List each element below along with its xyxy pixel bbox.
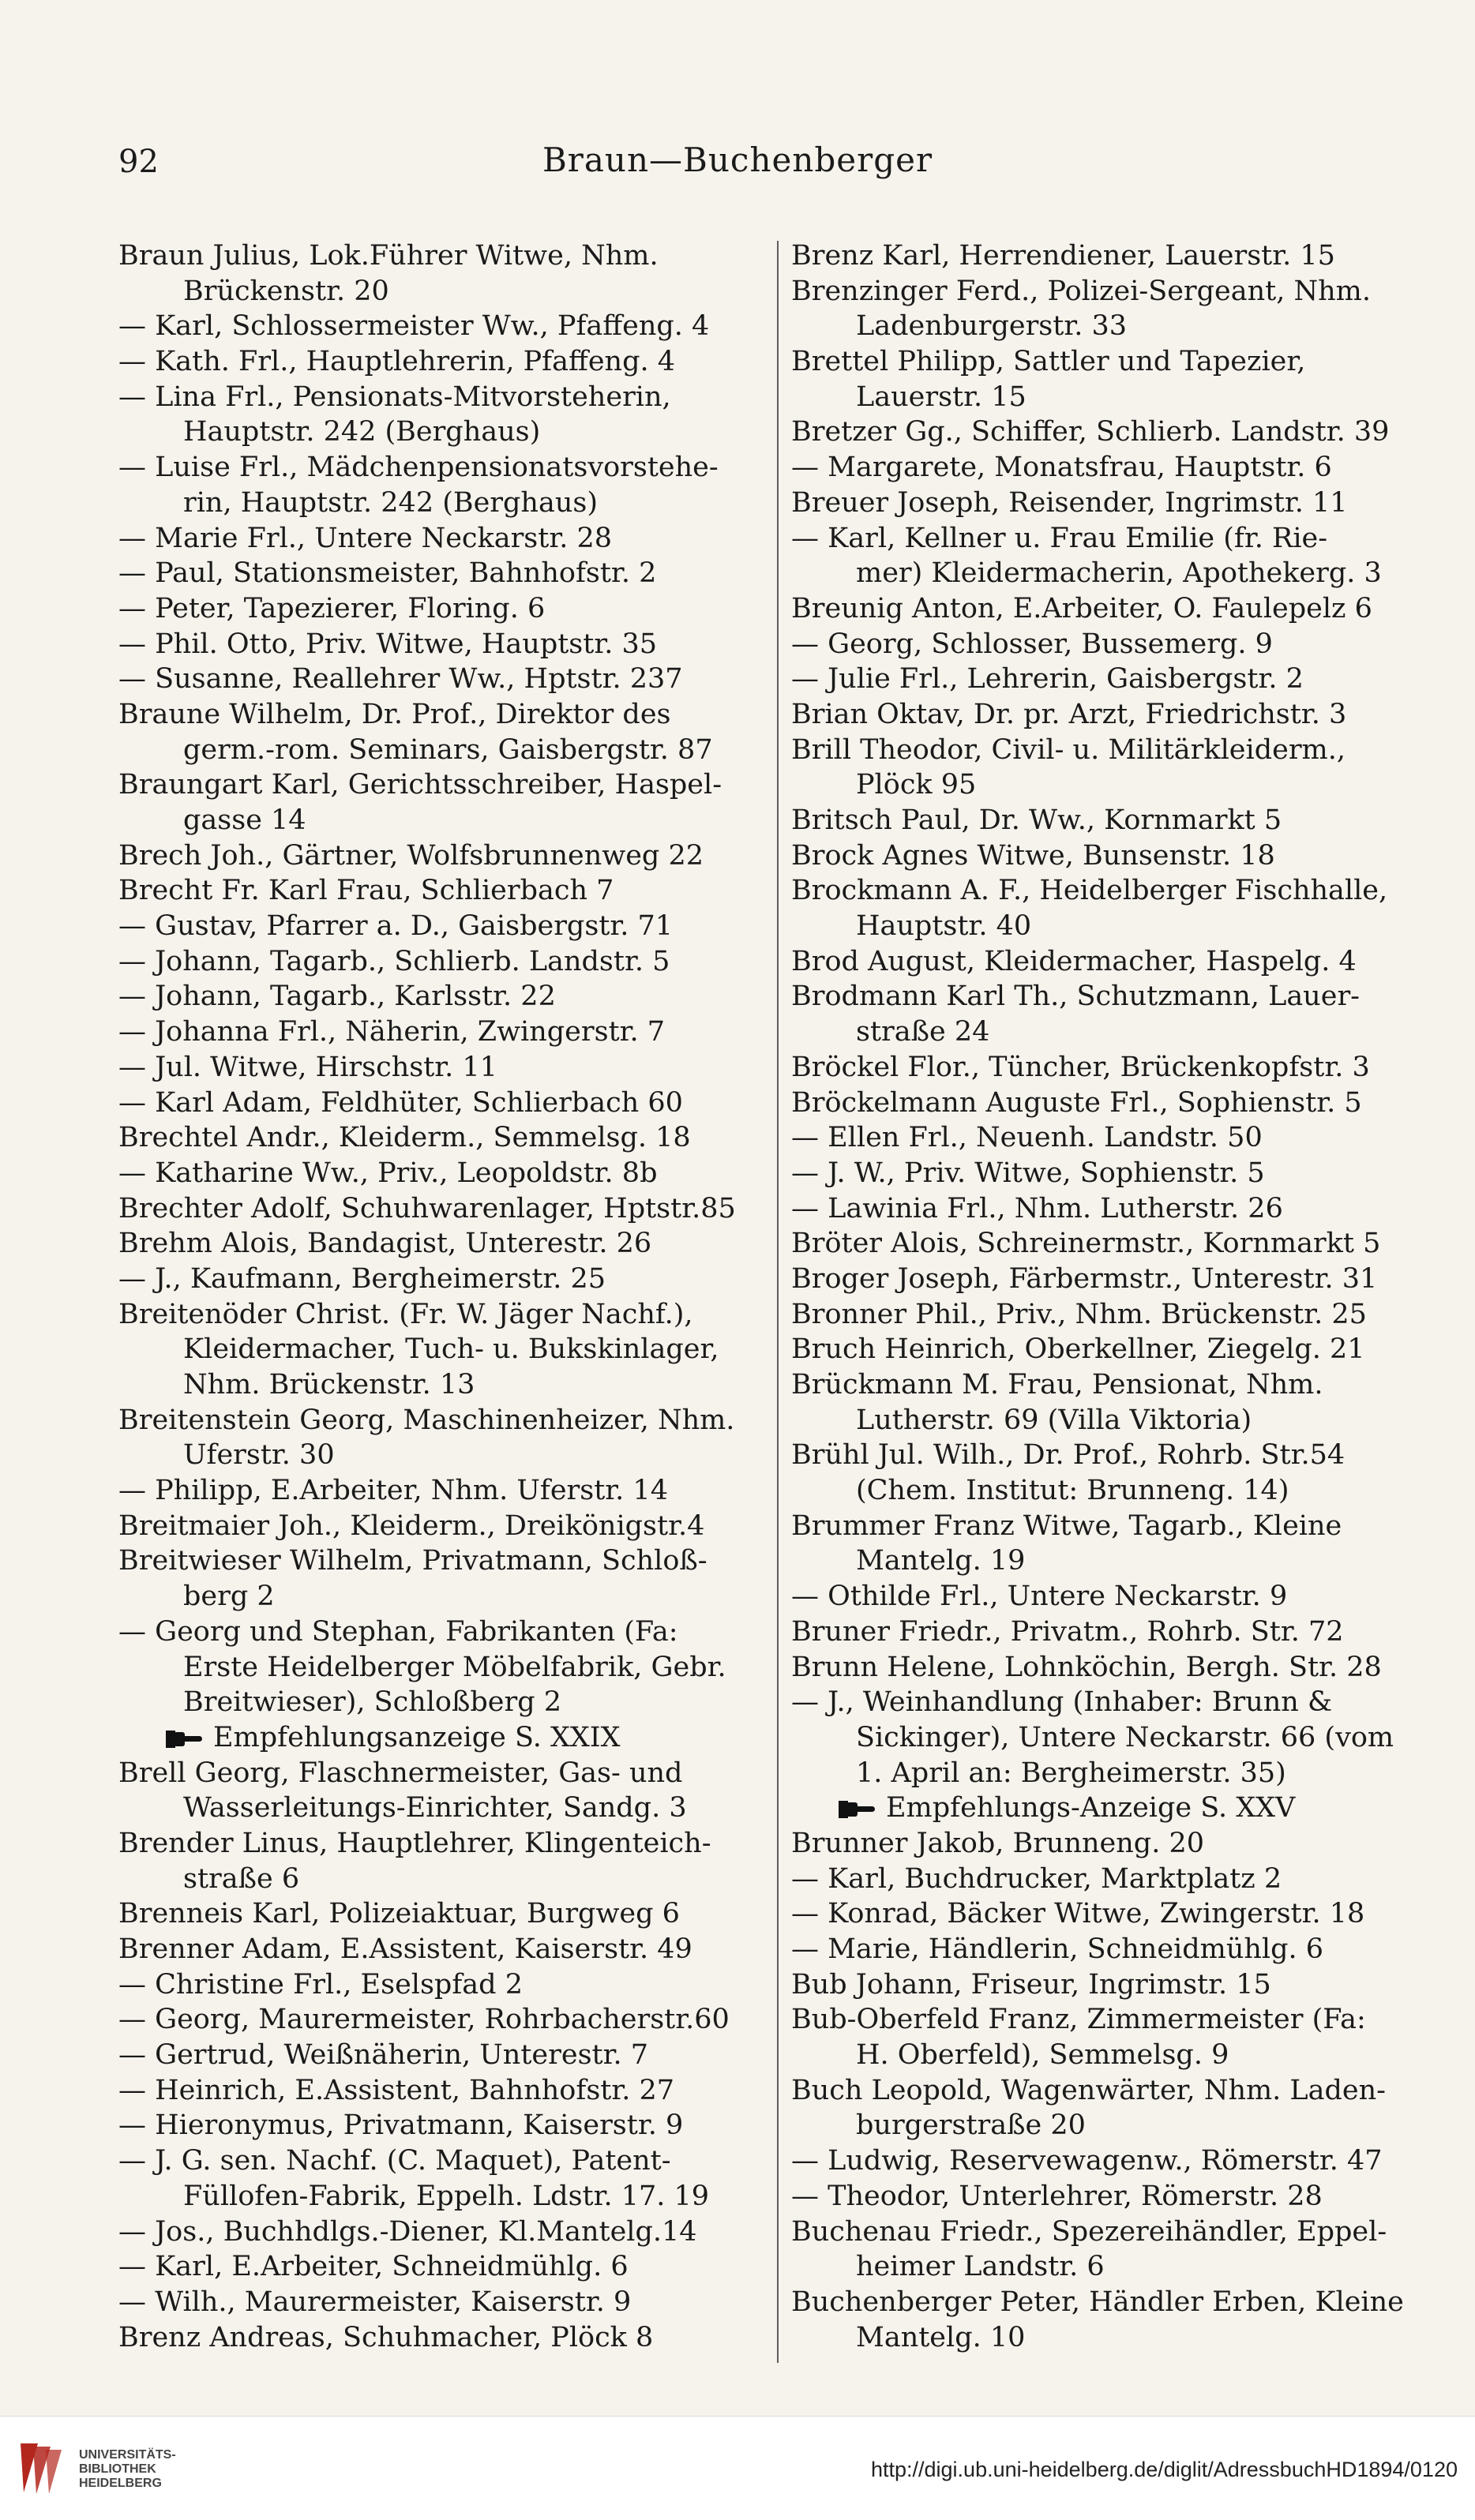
- entry-text: Bröter Alois, Schreinermstr., Kornmarkt 5: [791, 1228, 1381, 1260]
- directory-entry-line: [791, 1932, 1447, 1967]
- entry-text: — Luise Frl., Mädchenpensionatsvorstehe-: [118, 452, 719, 484]
- entry-text: germ.-rom. Seminars, Gaisbergstr. 87: [183, 733, 713, 766]
- directory-entry-line: [791, 2038, 1447, 2073]
- directory-entry-line: [791, 1579, 1447, 1614]
- directory-entry-line: [791, 2320, 1447, 2356]
- logo-line: BIBLIOTHEK: [79, 2462, 156, 2476]
- entry-text: Breitenöder Christ. (Fr. W. Jäger Nachf.),: [118, 1298, 693, 1330]
- entry-text: Britsch Paul, Dr. Ww., Kornmarkt 5: [791, 804, 1282, 836]
- entry-text: Breitmaier Joh., Kleiderm., Dreikönigstr.4: [118, 1509, 705, 1542]
- entry-text: straße 6: [183, 1862, 300, 1895]
- directory-entry-line: [118, 2179, 774, 2214]
- entry-text: Brod August, Kleidermacher, Haspelg. 4: [791, 945, 1357, 977]
- directory-entry-line: [118, 697, 774, 733]
- entry-text: — Lina Frl., Pensionats-Mitvorsteherin,: [118, 381, 671, 413]
- entry-text: Bröckelmann Auguste Frl., Sophienstr. 5: [791, 1086, 1362, 1119]
- directory-entry-line: [791, 414, 1447, 450]
- directory-entry-line: [118, 979, 774, 1014]
- entry-text: Brückenstr. 20: [183, 275, 389, 307]
- entry-text: — Marie Frl., Untere Neckarstr. 28: [118, 522, 613, 554]
- directory-entry-line: [791, 944, 1447, 980]
- directory-entry-line: [118, 2108, 774, 2143]
- entry-text: Brechtel Andr., Kleiderm., Semmelsg. 18: [118, 1122, 691, 1154]
- entry-text: — Hieronymus, Privatmann, Kaiserstr. 9: [118, 2109, 684, 2142]
- directory-entry-line: [791, 627, 1447, 662]
- directory-entry-line: [118, 1614, 774, 1650]
- entry-text: — Peter, Tapezierer, Floring. 6: [118, 592, 546, 624]
- source-url-link[interactable]: http://digi.ub.uni-heidelberg.de/diglit/AdressbuchHD1894/0120: [870, 2458, 1458, 2481]
- directory-entry-line: [118, 1014, 774, 1050]
- entry-text: Sickinger), Untere Neckarstr. 66 (vom: [856, 1721, 1394, 1753]
- advertisement-reference: [118, 1720, 774, 1756]
- entry-text: Buchenberger Peter, Händler Erben, Kleine: [791, 2286, 1404, 2318]
- entry-text: Ladenburgerstr. 33: [856, 310, 1127, 343]
- entry-text: Brell Georg, Flaschnermeister, Gas- und: [118, 1757, 683, 1789]
- entry-text: Brenneis Karl, Polizeiaktuar, Burgweg 6: [118, 1898, 680, 1930]
- entry-text: Brunn Helene, Lohnköchin, Bergh. Str. 28: [791, 1651, 1382, 1683]
- directory-entry-line: [118, 2285, 774, 2320]
- entry-text: rin, Hauptstr. 242 (Berghaus): [183, 486, 598, 519]
- entry-text: Brehm Alois, Bandagist, Unterestr. 26: [118, 1228, 652, 1260]
- directory-entry-line: [118, 2002, 774, 2038]
- entry-text: Brender Linus, Hauptlehrer, Klingenteich-: [118, 1827, 711, 1859]
- entry-text: — Philipp, E.Arbeiter, Nhm. Uferstr. 14: [118, 1475, 668, 1507]
- directory-entry-line: [118, 1967, 774, 2003]
- entry-text: Brechter Adolf, Schuhwarenlager, Hptstr.85: [118, 1192, 736, 1224]
- entry-text: straße 24: [856, 1016, 990, 1048]
- directory-entry-line: [118, 344, 774, 380]
- directory-entry-line: [118, 873, 774, 909]
- directory-entry-line: [791, 1191, 1447, 1227]
- directory-entry-line: [791, 1967, 1447, 2003]
- directory-entry-line: [118, 1367, 774, 1403]
- directory-entry-line: [791, 2249, 1447, 2285]
- directory-entry-line: [791, 733, 1447, 768]
- directory-entry-line: [118, 521, 774, 557]
- directory-entry-line: [118, 2320, 774, 2356]
- entry-text: — Othilde Frl., Untere Neckarstr. 9: [791, 1581, 1288, 1613]
- entry-text: Broger Joseph, Färbermstr., Unterestr. 31: [791, 1262, 1378, 1295]
- entry-text: Breitenstein Georg, Maschinenheizer, Nhm.: [118, 1404, 735, 1436]
- entry-text: — Paul, Stationsmeister, Bahnhofstr. 2: [118, 557, 657, 590]
- directory-entry-line: [791, 1614, 1447, 1650]
- entry-text: — J. G. sen. Nachf. (C. Maquet), Patent-: [118, 2145, 671, 2177]
- entry-text: Bruch Heinrich, Oberkellner, Ziegelg. 21: [791, 1333, 1365, 1366]
- directory-entry-line: [118, 1896, 774, 1932]
- directory-entry-line: [791, 662, 1447, 697]
- entry-text: (Chem. Institut: Brunneng. 14): [856, 1475, 1289, 1507]
- entry-text: — Karl Adam, Feldhüter, Schlierbach 60: [118, 1086, 683, 1119]
- entry-text: — Jos., Buchhdlgs.-Diener, Kl.Mantelg.14: [118, 2215, 697, 2248]
- directory-entry-line: [118, 274, 774, 309]
- entry-text: Buchenau Friedr., Spezereihändler, Eppel-: [791, 2215, 1387, 2248]
- entry-text: — Konrad, Bäcker Witwe, Zwingerstr. 18: [791, 1898, 1365, 1930]
- directory-entry-line: [118, 2038, 774, 2073]
- directory-entry-line: [791, 1086, 1447, 1121]
- directory-entry-line: [118, 1050, 774, 1086]
- directory-entry-line: [791, 1367, 1447, 1403]
- entry-text: Breitwieser Wilhelm, Privatmann, Schloß-: [118, 1545, 707, 1577]
- entry-text: — Theodor, Unterlehrer, Römerstr. 28: [791, 2180, 1323, 2212]
- directory-entry-line: [118, 1791, 774, 1826]
- directory-entry-line: [791, 1509, 1447, 1544]
- directory-entry-line: [118, 2073, 774, 2109]
- entry-text: — Karl, E.Arbeiter, Schneidmühlg. 6: [118, 2251, 629, 2283]
- pointing-hand-icon: [839, 1799, 875, 1820]
- directory-entry-line: [118, 1297, 774, 1333]
- entry-text: Bub-Oberfeld Franz, Zimmermeister (Fa:: [791, 2004, 1366, 2036]
- directory-entry-line: [791, 1332, 1447, 1367]
- entry-text: — Phil. Otto, Priv. Witwe, Hauptstr. 35: [118, 628, 657, 660]
- entry-text: Bub Johann, Friseur, Ingrimstr. 15: [791, 1968, 1271, 2001]
- library-logo-text: [79, 2448, 176, 2491]
- entry-text: Plöck 95: [856, 769, 977, 801]
- directory-entry-line: [118, 1332, 774, 1367]
- entry-text: Brock Agnes Witwe, Bunsenstr. 18: [791, 839, 1275, 872]
- directory-entry-line: [118, 1226, 774, 1262]
- entry-text: Erste Heidelberger Möbelfabrik, Gebr.: [183, 1651, 726, 1683]
- directory-entry-line: [118, 1579, 774, 1614]
- entry-text: — Johann, Tagarb., Karlsstr. 22: [118, 981, 556, 1013]
- pointing-hand-icon: [166, 1729, 202, 1749]
- directory-entry-line: [791, 2108, 1447, 2143]
- entry-text: Hauptstr. 242 (Berghaus): [183, 416, 541, 448]
- directory-entry-line: [791, 380, 1447, 415]
- entry-text: Brecht Fr. Karl Frau, Schlierbach 7: [118, 875, 614, 907]
- directory-entry-line: [791, 1050, 1447, 1086]
- directory-entry-line: [791, 1685, 1447, 1720]
- directory-entry-line: [118, 1862, 774, 1897]
- entry-text: — Georg und Stephan, Fabrikanten (Fa:: [118, 1615, 678, 1648]
- directory-entry-line: [118, 309, 774, 344]
- directory-entry-line: [791, 838, 1447, 874]
- entry-text: — Gustav, Pfarrer a. D., Gaisbergstr. 71: [118, 910, 674, 943]
- entry-text: — Wilh., Maurermeister, Kaiserstr. 9: [118, 2286, 632, 2318]
- entry-text: Füllofen-Fabrik, Eppelh. Ldstr. 17. 19: [183, 2180, 710, 2212]
- entry-text: Buch Leopold, Wagenwärter, Nhm. Laden-: [791, 2074, 1387, 2106]
- directory-entry-line: [791, 1896, 1447, 1932]
- directory-entry-line: [118, 2214, 774, 2250]
- directory-entry-line: [791, 344, 1447, 380]
- advertisement-reference: [791, 1791, 1447, 1826]
- entry-text: — Kath. Frl., Hauptlehrerin, Pfaffeng. 4: [118, 346, 676, 378]
- entry-text: Uferstr. 30: [183, 1439, 335, 1472]
- column-divider: [777, 241, 779, 2363]
- directory-entry-line: [791, 274, 1447, 309]
- entry-text: Brian Oktav, Dr. pr. Arzt, Friedrichstr. 3: [791, 698, 1347, 730]
- directory-entry-line: [118, 1120, 774, 1156]
- directory-entry-line: [791, 1862, 1447, 1897]
- directory-entry-line: [118, 1438, 774, 1473]
- directory-entry-line: [118, 1756, 774, 1791]
- entry-text: Wasserleitungs-Einrichter, Sandg. 3: [183, 1792, 687, 1824]
- directory-entry-line: [118, 1191, 774, 1227]
- entry-text: Breunig Anton, E.Arbeiter, O. Faulepelz 6: [791, 592, 1372, 624]
- entry-text: — Marie, Händlerin, Schneidmühlg. 6: [791, 1933, 1324, 1965]
- directory-entry-line: [791, 238, 1447, 274]
- directory-entry-line: [118, 1543, 774, 1579]
- directory-entry-line: [118, 909, 774, 944]
- entry-text: Bretzer Gg., Schiffer, Schlierb. Landstr. 39: [791, 416, 1390, 448]
- directory-entry-line: [118, 1650, 774, 1686]
- entry-text: — J., Kaufmann, Bergheimerstr. 25: [118, 1262, 606, 1295]
- directory-entry-line: [791, 1543, 1447, 1579]
- entry-text: Bronner Phil., Priv., Nhm. Brückenstr. 25: [791, 1298, 1367, 1330]
- entry-text: Braun Julius, Lok.Führer Witwe, Nhm.: [118, 240, 659, 272]
- directory-entry-line: [791, 1297, 1447, 1333]
- entry-text: Nhm. Brückenstr. 13: [183, 1369, 475, 1401]
- directory-entry-line: [791, 1262, 1447, 1297]
- entry-text: Kleidermacher, Tuch- u. Bukskinlager,: [183, 1333, 719, 1366]
- directory-entry-line: [118, 1685, 774, 1720]
- entry-text: — Christine Frl., Eselspfad 2: [118, 1968, 523, 2001]
- entry-text: — Katharine Ww., Priv., Leopoldstr. 8b: [118, 1157, 658, 1189]
- directory-entry-line: [118, 733, 774, 768]
- entry-text: — Johann, Tagarb., Schlierb. Landstr. 5: [118, 945, 670, 977]
- left-column: [118, 238, 774, 2355]
- entry-text: — Julie Frl., Lehrerin, Gaisbergstr. 2: [791, 663, 1304, 696]
- entry-text: mer) Kleidermacherin, Apothekerg. 3: [856, 557, 1382, 590]
- directory-entry-line: [791, 556, 1447, 591]
- entry-text: Brodmann Karl Th., Schutzmann, Lauer-: [791, 981, 1360, 1013]
- footer-bar: [0, 2416, 1475, 2520]
- running-title: Braun—Buchenberger: [542, 141, 933, 179]
- directory-entry-line: [791, 486, 1447, 521]
- entry-text: — Karl, Buchdrucker, Marktplatz 2: [791, 1862, 1282, 1895]
- directory-entry-line: [118, 627, 774, 662]
- directory-entry-line: [791, 909, 1447, 944]
- entry-text: Brenz Andreas, Schuhmacher, Plöck 8: [118, 2321, 654, 2353]
- directory-entry-line: [791, 2214, 1447, 2250]
- entry-text: — Karl, Kellner u. Frau Emilie (fr. Rie-: [791, 522, 1328, 554]
- entry-text: — Margarete, Monatsfrau, Hauptstr. 6: [791, 452, 1332, 484]
- directory-entry-line: [791, 2285, 1447, 2320]
- directory-entry-line: [118, 238, 774, 274]
- entry-text: Breitwieser), Schloßberg 2: [183, 1686, 562, 1719]
- entry-text: heimer Landstr. 6: [856, 2251, 1105, 2283]
- logo-line: UNIVERSITÄTS-: [79, 2448, 176, 2462]
- directory-entry-line: [791, 591, 1447, 627]
- page-number: 92: [118, 144, 159, 180]
- directory-entry-line: [791, 1438, 1447, 1473]
- directory-entry-line: [118, 944, 774, 980]
- right-column: [791, 238, 1447, 2355]
- entry-text: H. Oberfeld), Semmelsg. 9: [856, 2039, 1229, 2072]
- directory-entry-line: [791, 697, 1447, 733]
- logo-line: HEIDELBERG: [79, 2477, 162, 2490]
- directory-entry-line: [791, 450, 1447, 486]
- directory-entry-line: [118, 838, 774, 874]
- entry-text: — Ludwig, Reservewagenw., Römerstr. 47: [791, 2145, 1383, 2177]
- directory-entry-line: [791, 2073, 1447, 2109]
- entry-text: — Johanna Frl., Näherin, Zwingerstr. 7: [118, 1016, 666, 1048]
- entry-text: Breuer Joseph, Reisender, Ingrimstr. 11: [791, 486, 1348, 519]
- directory-entry-line: [118, 1403, 774, 1438]
- directory-entry-line: [791, 1756, 1447, 1791]
- directory-entry-line: [791, 1720, 1447, 1756]
- directory-entry-line: [791, 1120, 1447, 1156]
- directory-entry-line: [791, 1403, 1447, 1438]
- directory-entry-line: [791, 873, 1447, 909]
- entry-text: Mantelg. 19: [856, 1545, 1026, 1577]
- entry-text: Hauptstr. 40: [856, 910, 1032, 943]
- directory-entry-line: [118, 1156, 774, 1191]
- directory-entry-line: [118, 767, 774, 803]
- entry-text: Empfehlungs-Anzeige S. XXV: [886, 1792, 1296, 1824]
- directory-entry-line: [118, 414, 774, 450]
- entry-text: Braungart Karl, Gerichtsschreiber, Haspel-: [118, 769, 722, 801]
- entry-text: — Ellen Frl., Neuenh. Landstr. 50: [791, 1122, 1263, 1154]
- directory-entry-line: [791, 1826, 1447, 1862]
- directory-entry-line: [118, 1509, 774, 1544]
- entry-text: 1. April an: Bergheimerstr. 35): [856, 1757, 1286, 1789]
- entry-text: Brückmann M. Frau, Pensionat, Nhm.: [791, 1369, 1323, 1401]
- directory-entry-line: [791, 2002, 1447, 2038]
- directory-entry-line: [791, 309, 1447, 344]
- entry-text: Brenz Karl, Herrendiener, Lauerstr. 15: [791, 240, 1335, 272]
- entry-text: Lauerstr. 15: [856, 381, 1026, 413]
- entry-text: — Georg, Maurermeister, Rohrbacherstr.60: [118, 2004, 730, 2036]
- directory-entry-line: [118, 662, 774, 697]
- directory-entry-line: [118, 556, 774, 591]
- directory-entry-line: [118, 1826, 774, 1862]
- entry-text: Brockmann A. F., Heidelberger Fischhalle,: [791, 875, 1388, 907]
- entry-text: Brech Joh., Gärtner, Wolfsbrunnenweg 22: [118, 839, 704, 872]
- directory-entry-line: [118, 1262, 774, 1297]
- entry-text: — Susanne, Reallehrer Ww., Hptstr. 237: [118, 663, 683, 696]
- entry-text: Brettel Philipp, Sattler und Tapezier,: [791, 346, 1306, 378]
- directory-entry-line: [791, 1650, 1447, 1686]
- library-logo-icon: [16, 2439, 66, 2497]
- entry-text: — Georg, Schlosser, Bussemerg. 9: [791, 628, 1273, 660]
- directory-entry-line: [118, 450, 774, 486]
- entry-text: Brunner Jakob, Brunneng. 20: [791, 1827, 1205, 1859]
- entry-text: Brühl Jul. Wilh., Dr. Prof., Rohrb. Str.54: [791, 1439, 1346, 1472]
- entry-text: — Heinrich, E.Assistent, Bahnhofstr. 27: [118, 2074, 675, 2106]
- directory-entry-line: [118, 1932, 774, 1967]
- entry-text: — Karl, Schlossermeister Ww., Pfaffeng. 4: [118, 310, 710, 343]
- entry-text: Lutherstr. 69 (Villa Viktoria): [856, 1404, 1252, 1436]
- entry-text: Mantelg. 10: [856, 2321, 1026, 2353]
- entry-text: Brenner Adam, E.Assistent, Kaiserstr. 49: [118, 1933, 692, 1965]
- entry-text: — J. W., Priv. Witwe, Sophienstr. 5: [791, 1157, 1265, 1189]
- entry-text: — Jul. Witwe, Hirschstr. 11: [118, 1051, 497, 1083]
- entry-text: Brenzinger Ferd., Polizei-Sergeant, Nhm.: [791, 275, 1371, 307]
- entry-text: burgerstraße 20: [856, 2109, 1086, 2142]
- directory-entry-line: [791, 1014, 1447, 1050]
- directory-entry-line: [118, 1086, 774, 1121]
- directory-entry-line: [118, 803, 774, 838]
- entry-text: — Lawinia Frl., Nhm. Lutherstr. 26: [791, 1192, 1283, 1224]
- entry-text: Bröckel Flor., Tüncher, Brückenkopfstr. 3: [791, 1051, 1370, 1083]
- entry-text: berg 2: [183, 1581, 275, 1613]
- entry-text: gasse 14: [183, 804, 306, 836]
- directory-entry-line: [118, 486, 774, 521]
- entry-text: — Gertrud, Weißnäherin, Unterestr. 7: [118, 2039, 648, 2072]
- directory-entry-line: [791, 2179, 1447, 2214]
- directory-entry-line: [118, 591, 774, 627]
- directory-entry-line: [791, 1226, 1447, 1262]
- directory-entry-line: [791, 2143, 1447, 2179]
- directory-entry-line: [118, 2143, 774, 2179]
- directory-entry-line: [791, 767, 1447, 803]
- directory-entry-line: [118, 2249, 774, 2285]
- directory-entry-line: [791, 803, 1447, 838]
- directory-entry-line: [791, 521, 1447, 557]
- directory-entry-line: [791, 979, 1447, 1014]
- entry-text: Brummer Franz Witwe, Tagarb., Kleine: [791, 1509, 1342, 1542]
- entry-text: — J., Weinhandlung (Inhaber: Brunn &: [791, 1686, 1333, 1719]
- entry-text: Brill Theodor, Civil- u. Militärkleiderm.,: [791, 733, 1346, 766]
- entry-text: Bruner Friedr., Privatm., Rohrb. Str. 72: [791, 1615, 1344, 1648]
- directory-entry-line: [118, 380, 774, 415]
- directory-entry-line: [791, 1473, 1447, 1509]
- directory-entry-line: [118, 1473, 774, 1509]
- directory-entry-line: [791, 1156, 1447, 1191]
- entry-text: Empfehlungsanzeige S. XXIX: [213, 1721, 621, 1753]
- entry-text: Braune Wilhelm, Dr. Prof., Direktor des: [118, 698, 671, 730]
